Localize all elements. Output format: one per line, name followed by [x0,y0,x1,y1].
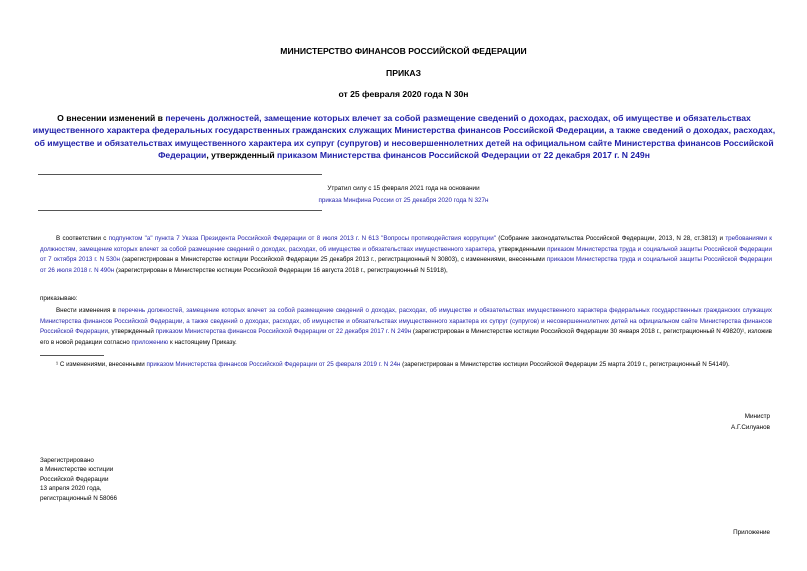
validity-note: Утратил силу с 15 февраля 2021 года на основании [327,185,480,192]
inline-text: , утвержденный [107,328,156,336]
registration-block [40,456,117,503]
inline-text: Внести изменения в [56,307,119,314]
registration-line: Зарегистрировано [40,457,94,464]
title-prefix: О внесении изменений в [57,113,166,123]
inline-link[interactable]: перечень должностей, замещение которых влечет за собой размещение сведений о доходах, расходах, об имуществе и обязательствах имущественного характера федеральных государственных гражданских служащих Министерства финансов Российской Федерации, а также сведений о доходах, расходах, об имуществе и обязательствах имущественного характера их супруг (супругов) и несовершеннолетних детей на официальном сайте Министерства финансов Российской Федерации [40,307,772,336]
document-date-number: от 25 февраля 2020 года N 30н [338,89,469,99]
signature-name: А.Г.Силуанов [731,424,770,431]
inline-link[interactable]: требованиями к должностям, замещение которых влечет за собой размещение сведений о доходах, расходах, об имуществе и обязательствах имущественного характера [40,235,772,253]
order-word: приказываю: [40,295,78,302]
inline-text: (зарегистрирован в Министерстве юстиции Российской Федерации 25 декабря 2013 г., регистрационный N 30803), с изменениями, внесенными [119,256,547,264]
title-middle: , утвержденный [206,150,277,161]
inline-text: , утвержденными [494,245,548,253]
inline-text: (зарегистрирован в Министерстве юстиции Российской Федерации 16 августа 2018 г., регистрационный N 51918), [114,266,448,274]
registration-line: регистрационный N 58066 [40,494,118,502]
ministry-heading: МИНИСТЕРСТВО ФИНАНСОВ РОССИЙСКОЙ ФЕДЕРАЦИИ [280,46,527,56]
document-type: ПРИКАЗ [386,68,421,78]
inline-text: ¹ С изменениями, внесенными [56,361,147,368]
inline-link[interactable]: приказом Министерства труда и социальной защиты Российской Федерации от 26 июля 2018 г. N 490н [40,256,773,274]
validity-link[interactable]: приказа Минфина России от 25 декабря 2020 года N 327н [318,197,489,204]
inline-text: (зарегистрирован в Министерстве юстиции Российской Федерации 30 января 2018 г., регистрационный N 49820) [411,328,743,336]
inline-link[interactable]: приказом Министерства финансов Российской Федерации от 22 декабря 2017 г. N 249н [155,328,412,336]
inline-link[interactable]: приказом Министерства труда и социальной защиты Российской Федерации от 7 октября 2013 г. N 530н [40,245,772,264]
registration-line: 13 апреля 2020 года, [40,485,102,493]
footnote [40,360,772,371]
title-link-list[interactable]: перечень должностей, замещение которых влечет за собой размещение сведений о доходах, расходах, об имуществе и обязательствах имущественного характера федеральных государственных гражданских служащих Министерства финансов Российской Федерации, а также сведений о доходах, расходах, об имуществе и обязательствах имущественного характера их супруг (супругов) и несовершеннолетних детей на официальном сайте Министерства финансов Российской Федерации [32,113,776,161]
signature-position: Министр [744,413,770,420]
inline-text: к настоящему Приказу. [168,338,237,346]
footnote-text [40,360,772,371]
paragraph-order [40,306,772,348]
appendix-label: Приложение [733,529,770,536]
divider-bottom [38,210,322,211]
registration-line: в Министерстве юстиции [40,466,114,474]
inline-text: (зарегистрирован в Министерстве юстиции Российской Федерации 25 марта 2019 г., регистрационный N 54149). [400,361,730,368]
registration-line: Российской Федерации [40,475,109,483]
inline-link[interactable]: приложению [131,338,169,346]
inline-link[interactable]: приказом Министерства финансов Российской Федерации от 25 февраля 2019 г. N 24н [146,361,401,368]
document-title [28,112,780,162]
footnote-divider [40,355,104,356]
paragraph-order-text [40,306,772,348]
divider-top [38,174,322,175]
inline-text: ¹ [742,328,745,336]
paragraph-basis-text [40,234,772,276]
inline-text: (Собрание законодательства Российской Федерации, 2013, N 28, ст.3813) и [495,235,726,242]
title-link-order[interactable]: приказом Министерства финансов Российской Федерации от 22 декабря 2017 г. N 249н [276,150,650,161]
inline-text: , изложив его в новой редакции согласно [40,328,773,346]
inline-link[interactable]: подпунктом "а" пункта 7 Указа Президента Российской Федерации от 8 июля 2013 г. N 613 "Вопросы противодействия коррупции" [108,235,496,242]
inline-text: В соответствии с [56,235,109,242]
paragraph-basis [40,234,772,276]
